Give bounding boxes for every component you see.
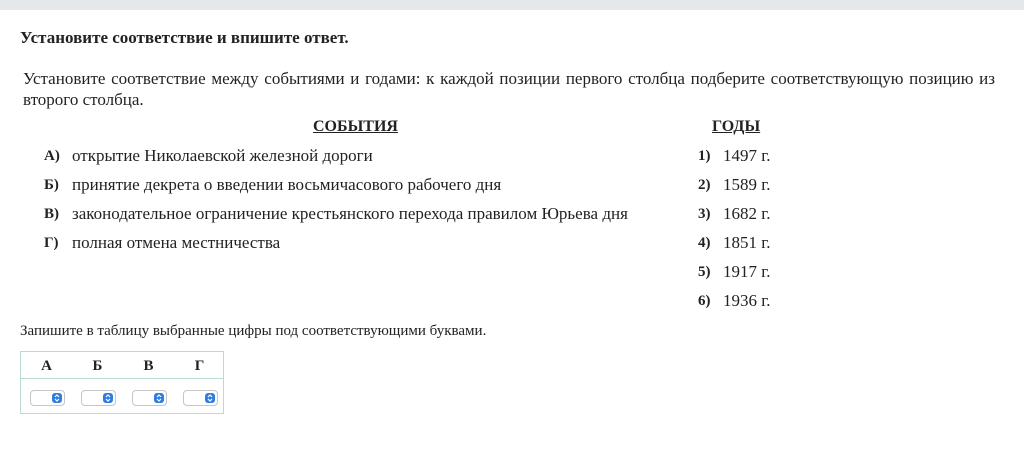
year-mark: 1) (698, 148, 711, 164)
year-text: 1936 г. (723, 291, 771, 310)
select-arrows-icon (52, 393, 62, 403)
answer-letter: А (41, 358, 52, 374)
answer-column-a (21, 352, 72, 413)
event-mark: Б) (44, 177, 59, 193)
year-mark: 5) (698, 264, 711, 280)
answer-letter: В (143, 358, 154, 374)
answer-letter: Г (194, 358, 205, 374)
event-mark: В) (44, 206, 59, 222)
select-arrows-icon (205, 393, 215, 403)
years-column-title: ГОДЫ (712, 118, 761, 135)
task-prompt: Установите соответствие между событиями и годами: к каждой позиции первого столбца подберите соответствующую позицию из второго столбца. (23, 69, 995, 109)
year-text: 1497 г. (723, 146, 771, 165)
answer-select-b[interactable] (81, 390, 116, 406)
event-text: законодательное ограничение крестьянского перехода правилом Юрьева дня (72, 204, 628, 223)
year-mark: 6) (698, 293, 711, 309)
events-column-title: СОБЫТИЯ (313, 118, 398, 135)
answer-column-g (174, 352, 225, 413)
answer-column-v (123, 352, 174, 413)
answer-letter: Б (92, 358, 103, 374)
year-mark: 3) (698, 206, 711, 222)
answer-column-b (72, 352, 123, 413)
year-mark: 4) (698, 235, 711, 251)
year-text: 1851 г. (723, 233, 771, 252)
select-arrows-icon (103, 393, 113, 403)
event-mark: Г) (44, 235, 59, 251)
event-mark: А) (44, 148, 60, 164)
answer-table (20, 351, 224, 414)
event-text: полная отмена местничества (72, 233, 281, 252)
event-text: открытие Николаевской железной дороги (72, 146, 373, 165)
year-text: 1917 г. (723, 262, 771, 281)
select-arrows-icon (154, 393, 164, 403)
answer-select-a[interactable] (30, 390, 65, 406)
task-heading: Установите соответствие и впишите ответ. (20, 28, 349, 47)
top-bar (0, 0, 1024, 10)
year-mark: 2) (698, 177, 711, 193)
answer-select-g[interactable] (183, 390, 218, 406)
answer-instruction: Запишите в таблицу выбранные цифры под соответствующими буквами. (20, 323, 487, 339)
answer-select-v[interactable] (132, 390, 167, 406)
year-text: 1589 г. (723, 175, 771, 194)
year-text: 1682 г. (723, 204, 771, 223)
event-text: принятие декрета о введении восьмичасового рабочего дня (72, 175, 502, 194)
